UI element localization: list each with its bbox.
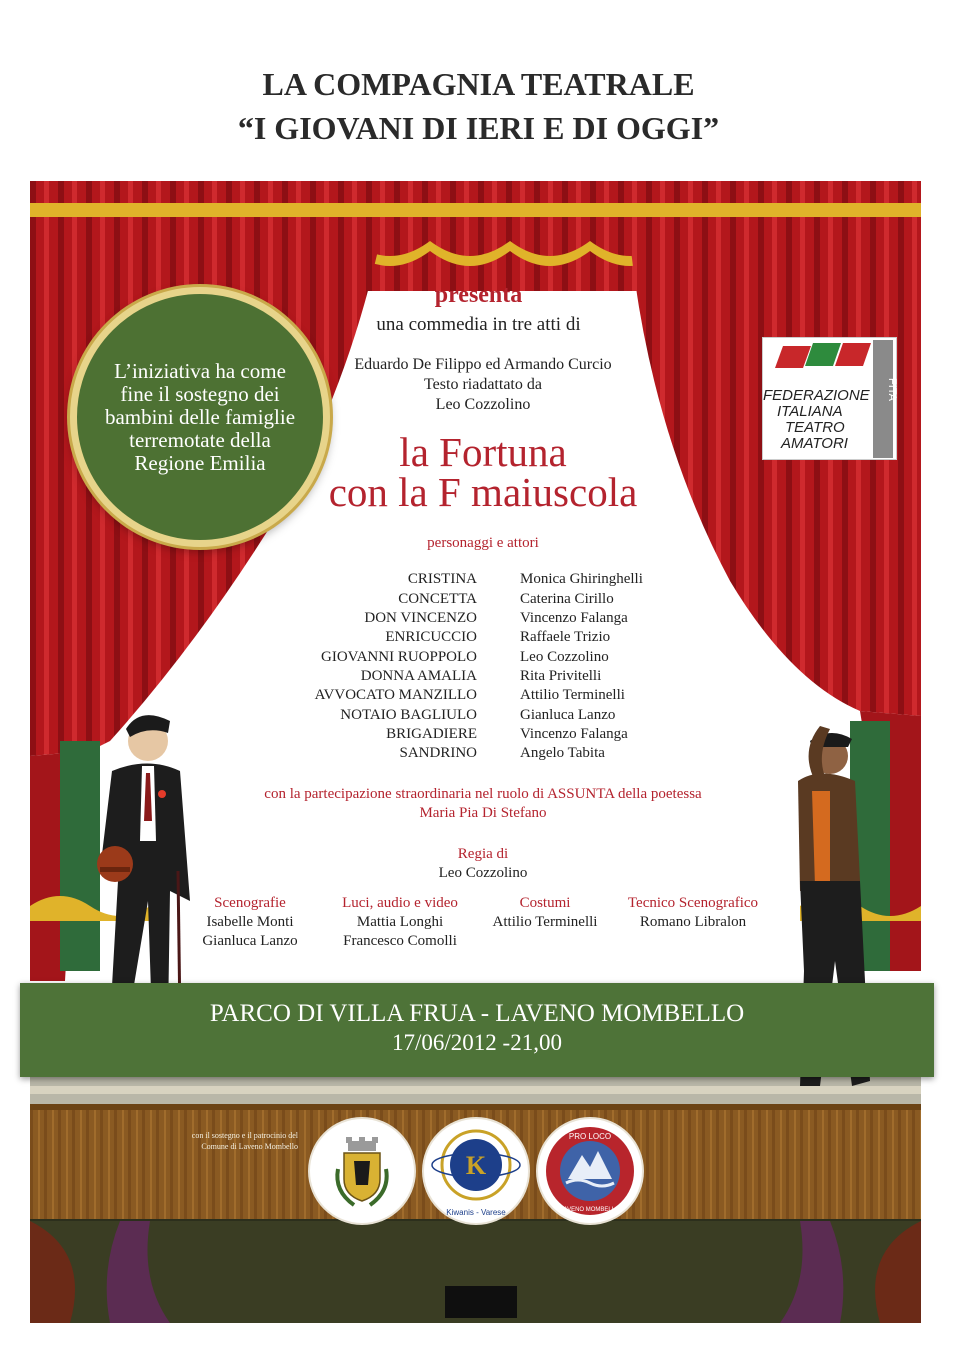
kiwanis-icon — [424, 1119, 528, 1223]
adapter-name: Leo Cozzolino — [435, 396, 531, 413]
fita-line-2: ITALIANA — [777, 403, 843, 420]
crest-icon — [310, 1119, 414, 1223]
cast-actor: Leo Cozzolino — [520, 649, 609, 665]
cast-heading: personaggi e attori — [427, 535, 539, 551]
credit-costumi — [480, 894, 610, 932]
sponsor-note: con il sostegno e il patrocinio del Comune di Laveno Mombello — [191, 1131, 298, 1151]
pro-loco-top: PRO LOCO — [568, 1132, 612, 1141]
cast-actor: Caterina Cirillo — [520, 591, 614, 607]
special-guest — [0, 785, 966, 823]
authors-names: Eduardo De Filippo ed Armando Curcio — [354, 356, 612, 373]
cast-actor: Gianluca Lanzo — [520, 707, 616, 723]
comune-crest-logo — [310, 1119, 414, 1223]
pro-loco-icon — [538, 1119, 642, 1223]
cast-actor: Raffaele Trizio — [520, 629, 611, 645]
presenta-label: presenta — [434, 282, 523, 308]
title-line-2: con la F maiuscola — [328, 469, 638, 515]
company-header — [0, 62, 957, 150]
authors-block — [0, 355, 966, 415]
pro-loco-bottom: LAVENO MOMBELLO — [560, 1207, 620, 1213]
fita-line-3: TEATRO — [785, 419, 845, 436]
special-line-1: con la partecipazione straordinaria nel ruolo di ASSUNTA della poetessa — [264, 786, 702, 802]
special-line-2: Maria Pia Di Stefano — [419, 805, 547, 821]
pro-loco-logo — [538, 1119, 642, 1223]
credit-name: Mattia Longhi — [356, 914, 444, 930]
kiwanis-logo — [424, 1119, 528, 1223]
credit-name: Attilio Terminelli — [492, 914, 598, 930]
cast-role: AVVOCATO MANZILLO — [314, 687, 477, 703]
credit-heading: Tecnico Scenografico — [627, 895, 759, 911]
credit-name: Francesco Comolli — [343, 933, 457, 949]
fita-line-4: AMATORI — [781, 435, 848, 452]
kiwanis-caption: Kiwanis - Varese — [446, 1208, 506, 1217]
cast-actor: Attilio Terminelli — [520, 687, 625, 703]
credit-heading: Costumi — [519, 895, 571, 911]
badge-text: L’iniziativa ha come fine il sostegno dei bambini delle famiglie terremotate della Regione Emilia — [104, 358, 296, 475]
venue-text: PARCO DI VILLA FRUA - LAVENO MOMBELLO — [209, 1000, 745, 1027]
credit-name: Romano Libralon — [639, 914, 747, 930]
credit-name: Isabelle Monti — [206, 914, 294, 930]
header-line-2: “I GIOVANI DI IERI E DI OGGI” — [237, 110, 720, 146]
kiwanis-k: K — [465, 1151, 487, 1180]
fita-side: FITA — [886, 378, 898, 402]
cast-role: GIOVANNI RUOPPOLO — [321, 649, 477, 665]
cast-role: CONCETTA — [398, 591, 477, 607]
credit-tecnico — [614, 894, 772, 932]
cast-actor: Angelo Tabita — [520, 745, 605, 761]
fita-line-1: FEDERAZIONE — [763, 387, 870, 404]
venue-banner — [20, 983, 934, 1077]
header-line-1: LA COMPAGNIA TEATRALE — [262, 66, 695, 102]
regia-label: Regia di — [457, 846, 509, 862]
date-text: 17/06/2012 -21,00 — [392, 1030, 562, 1055]
cast-role: SANDRINO — [399, 745, 477, 761]
regia-name: Leo Cozzolino — [438, 865, 528, 881]
cast-actor: Vincenzo Falanga — [520, 610, 628, 626]
cast-actor: Vincenzo Falanga — [520, 726, 628, 742]
cast-actor: Monica Ghiringhelli — [520, 571, 643, 587]
play-title — [0, 429, 966, 515]
credit-heading: Luci, audio e video — [342, 895, 458, 911]
cast-role: NOTAIO BAGLIULO — [340, 707, 477, 723]
credit-name: Gianluca Lanzo — [202, 933, 298, 949]
cast-role: ENRICUCCIO — [385, 629, 477, 645]
adapted-label: Testo riadattato da — [424, 376, 542, 393]
credit-luci — [322, 894, 478, 951]
title-line-1: la Fortuna — [399, 429, 567, 475]
direction-credit — [0, 845, 966, 883]
cast-role: DONNA AMALIA — [360, 668, 477, 684]
cast-actor: Rita Privitelli — [520, 668, 602, 684]
credit-heading: Scenografie — [214, 895, 286, 911]
commedia-label: una commedia in tre atti di — [376, 314, 581, 335]
credit-scenografie — [186, 894, 314, 951]
cast-role: CRISTINA — [407, 571, 477, 587]
cast-role: BRIGADIERE — [386, 726, 477, 742]
cast-role: DON VINCENZO — [364, 610, 477, 626]
